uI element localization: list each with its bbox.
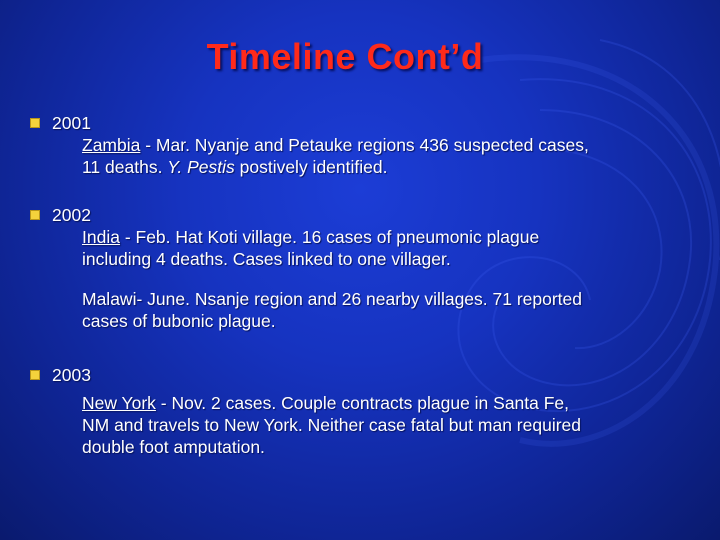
- square-bullet-icon: [30, 118, 40, 128]
- entry-text-line: double foot amputation.: [82, 437, 265, 457]
- entry-paragraph: [82, 288, 690, 332]
- species-name: Y. Pestis: [167, 157, 235, 177]
- square-bullet-icon: [30, 370, 40, 380]
- slide-title: Timeline Cont’d: [206, 36, 484, 77]
- entry-text-line: Malawi- June. Nsanje region and 26 nearby villages. 71 reported: [82, 289, 583, 309]
- year-heading: [30, 204, 690, 226]
- entry-text-line: including 4 deaths. Cases linked to one villager.: [82, 249, 451, 269]
- year-label: 2002: [52, 205, 91, 225]
- timeline-entry-2001: [30, 112, 690, 178]
- year-label: 2001: [52, 113, 91, 133]
- entry-text-line: - Feb. Hat Koti village. 16 cases of pneumonic plague: [119, 227, 540, 247]
- timeline-entry-2003: [30, 364, 690, 458]
- location-link-new-york[interactable]: New York: [82, 393, 156, 413]
- entry-text-line: - Mar. Nyanje and Petauke regions 436 suspected cases,: [140, 135, 589, 155]
- entry-paragraph: [82, 392, 690, 458]
- entry-text-line: cases of bubonic plague.: [82, 311, 276, 331]
- location-link-india[interactable]: India: [82, 227, 120, 247]
- entry-text-line: 11 deaths.: [82, 157, 168, 177]
- year-heading: [30, 364, 690, 386]
- year-label: 2003: [52, 365, 91, 385]
- entry-text-line: NM and travels to New York. Neither case fatal but man required: [82, 415, 581, 435]
- entry-text-line: - Nov. 2 cases. Couple contracts plague in Santa Fe,: [155, 393, 570, 413]
- timeline-entry-2002: [30, 204, 690, 332]
- entry-paragraph: [82, 134, 690, 178]
- square-bullet-icon: [30, 210, 40, 220]
- entry-paragraph: [82, 226, 690, 270]
- entry-text-line: postively identified.: [234, 157, 388, 177]
- year-heading: [30, 112, 690, 134]
- location-link-zambia[interactable]: Zambia: [82, 135, 141, 155]
